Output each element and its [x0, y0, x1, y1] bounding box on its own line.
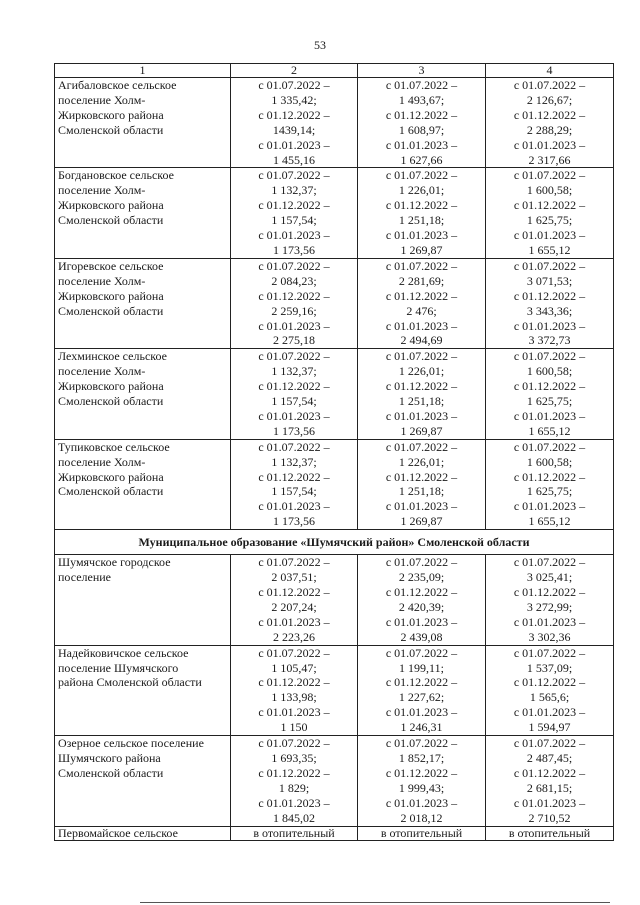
- settlement-name-cell-line: Агибаловское сельское: [58, 78, 177, 92]
- tariff-cell-col2-line: с 01.12.2022 –: [258, 585, 330, 599]
- tariff-cell-col2-line: 2 084,23;: [271, 273, 317, 288]
- table-row: [55, 826, 614, 840]
- column-number-row: [55, 64, 614, 78]
- settlement-name-cell-line: Смоленской области: [58, 122, 164, 137]
- tariff-cell-col2-line: 1439,14;: [272, 122, 316, 137]
- settlement-name-cell-line: поселение Холм-: [58, 364, 146, 379]
- table-row: [55, 168, 614, 258]
- tariff-cell-col4-line: с 01.01.2023 –: [513, 408, 586, 423]
- tariff-cell-col2-line: с 01.01.2023 –: [258, 499, 330, 514]
- tariff-cell-col3-line: с 01.12.2022 –: [385, 379, 458, 394]
- tariff-cell-col2-line: 1 105,47;: [271, 660, 317, 675]
- tariff-cell-col2-line: с 01.01.2023 –: [258, 705, 330, 720]
- settlement-name-cell-line: Смоленской области: [58, 484, 164, 499]
- tariff-cell-col4-line: с 01.12.2022 –: [513, 198, 586, 213]
- tariff-cell-col4-line: 1 655,12: [528, 514, 571, 529]
- tariff-cell-col2-line: 2 275,18: [273, 333, 315, 348]
- table-row: [55, 349, 614, 439]
- tariff-cell-col3-line: 1 251,18;: [398, 484, 445, 499]
- tariff-cell-col3-line: с 01.12.2022 –: [385, 288, 458, 303]
- tariff-cell-col2-line: с 01.07.2022 –: [258, 78, 330, 92]
- tariff-table: [54, 63, 614, 841]
- settlement-name-cell-line: Богдановское сельское: [58, 168, 174, 183]
- tariff-cell-col2-line: 1 157,54;: [271, 213, 317, 228]
- tariff-cell-col4-line: с 01.01.2023 –: [513, 795, 586, 810]
- tariff-cell-col4-line: 1 565,6;: [529, 690, 570, 705]
- tariff-cell-col3: [358, 736, 486, 826]
- settlement-name-cell-line: поселение Холм-: [58, 454, 146, 469]
- tariff-cell-col4-line: 1 594,97: [528, 720, 571, 735]
- tariff-cell-col2-line: с 01.07.2022 –: [258, 258, 330, 273]
- tariff-cell-col4-line: с 01.07.2022 –: [513, 258, 586, 273]
- tariff-cell-col3: [358, 349, 486, 439]
- tariff-cell-col4-line: с 01.12.2022 –: [513, 107, 586, 122]
- tariff-cell-col3-line: с 01.12.2022 –: [385, 469, 458, 484]
- tariff-cell-col3-line: с 01.01.2023 –: [385, 318, 458, 333]
- tariff-cell-col3-line: 1 246,31: [400, 720, 443, 735]
- tariff-cell-col2-line: 2 037,51;: [271, 570, 317, 585]
- tariff-cell-col4-line: 1 655,12: [528, 242, 571, 257]
- tariff-cell-col2-line: 1 335,42;: [271, 92, 317, 107]
- tariff-cell-col2: [231, 555, 358, 645]
- tariff-cell-col2-line: 1 693,35;: [271, 750, 317, 765]
- tariff-cell-col3-line: 1 226,01;: [398, 454, 445, 469]
- settlement-name-cell: [55, 168, 231, 258]
- tariff-cell-col3-line: 1 269,87: [400, 514, 443, 529]
- tariff-cell-col2-line: с 01.01.2023 –: [258, 228, 330, 243]
- tariff-cell-col2-line: 1 455,16: [273, 152, 315, 167]
- tariff-cell-col4-line: 3 025,41;: [526, 570, 573, 585]
- tariff-cell-col2-line: 1 173,56: [273, 514, 315, 529]
- settlement-name-cell-line: поселение: [58, 570, 112, 585]
- tariff-cell-col4-line: 1 625,75;: [526, 484, 573, 499]
- tariff-cell-col4-line: 3 372,73: [528, 333, 571, 348]
- settlement-name-cell: [55, 439, 231, 529]
- tariff-cell-col4-line: 1 655,12: [528, 423, 571, 438]
- tariff-cell-col4: [486, 258, 614, 348]
- tariff-cell-col3: [358, 78, 486, 168]
- tariff-cell-col3-line: с 01.01.2023 –: [385, 408, 458, 423]
- settlement-name-cell: [55, 555, 231, 645]
- tariff-cell-col4-line: с 01.07.2022 –: [513, 439, 586, 454]
- tariff-cell-col4-line: 1 600,58;: [526, 183, 573, 198]
- tariff-cell-col3-line: с 01.12.2022 –: [385, 198, 458, 213]
- settlement-name-cell-line: Шумячское городское: [58, 555, 171, 570]
- bottom-rule: [140, 902, 610, 903]
- settlement-name-cell-line: Лехминское сельское: [58, 349, 167, 364]
- settlement-name-cell-line: поселение Холм-: [58, 183, 146, 198]
- tariff-cell-col4-line: 1 625,75;: [526, 213, 573, 228]
- tariff-cell-col3-line: с 01.01.2023 –: [385, 614, 458, 629]
- tariff-cell-col3-line: с 01.01.2023 –: [385, 795, 458, 810]
- tariff-cell-col3-line: с 01.07.2022 –: [385, 349, 458, 364]
- tariff-cell-col4-line: с 01.07.2022 –: [513, 555, 586, 570]
- tariff-cell-col3-line: с 01.12.2022 –: [385, 585, 458, 599]
- settlement-name-cell-line: Жирковского района: [58, 469, 164, 484]
- tariff-cell-col4: [486, 555, 614, 645]
- tariff-cell-col3-line: с 01.01.2023 –: [385, 228, 458, 243]
- tariff-cell-col2: [231, 258, 358, 348]
- tariff-cell-col4-line: с 01.12.2022 –: [513, 379, 586, 394]
- table-row: [55, 555, 614, 645]
- tariff-cell-col2-line: 2 259,16;: [271, 303, 317, 318]
- tariff-cell-col3-line: 1 226,01;: [398, 183, 445, 198]
- tariff-cell-col3: [358, 258, 486, 348]
- tariff-cell-col3-line: с 01.07.2022 –: [385, 78, 458, 92]
- settlement-name-cell: [55, 349, 231, 439]
- settlement-name-cell-line: Тупиковское сельское: [58, 439, 170, 454]
- tariff-cell-col3-line: 2 476;: [406, 303, 437, 318]
- tariff-cell-col4-line: с 01.07.2022 –: [513, 736, 586, 751]
- tariff-cell-col3: [358, 439, 486, 529]
- settlement-name-cell: [55, 736, 231, 826]
- tariff-cell-col3-line: с 01.07.2022 –: [385, 258, 458, 273]
- table-row: [55, 439, 614, 529]
- tariff-cell-col4-line: 1 625,75;: [526, 394, 573, 409]
- tariff-cell-col4-line: 1 600,58;: [526, 364, 573, 379]
- tariff-cell-col3: [358, 555, 486, 645]
- tariff-cell-col2: [231, 349, 358, 439]
- tariff-cell-col4-line: с 01.07.2022 –: [513, 645, 586, 660]
- settlement-name-cell-line: Смоленской области: [58, 394, 164, 409]
- tariff-cell-col3: в отопительный: [358, 826, 486, 840]
- tariff-cell-col3-line: 2 439,08: [400, 629, 443, 644]
- table-row: [55, 258, 614, 348]
- settlement-name-cell-line: Жирковского района: [58, 288, 164, 303]
- tariff-cell-col3-line: 1 199,11;: [399, 660, 444, 675]
- tariff-cell-col3-line: с 01.01.2023 –: [385, 499, 458, 514]
- tariff-cell-col3-line: с 01.07.2022 –: [385, 168, 458, 183]
- table-row: [55, 736, 614, 826]
- tariff-cell-col2-line: 1 132,37;: [271, 183, 317, 198]
- tariff-cell-col2-line: с 01.12.2022 –: [258, 675, 330, 690]
- tariff-cell-col3-line: 2 235,09;: [398, 570, 445, 585]
- tariff-cell-col2: [231, 439, 358, 529]
- tariff-cell-col3: [358, 645, 486, 735]
- tariff-cell-col4-line: 1 600,58;: [526, 454, 573, 469]
- tariff-cell-col3-line: 1 852,17;: [398, 750, 445, 765]
- tariff-cell-col2-line: 1 829;: [278, 780, 310, 795]
- tariff-cell-col3-line: с 01.01.2023 –: [385, 137, 458, 152]
- settlement-name-cell-line: Жирковского района: [58, 107, 164, 122]
- tariff-cell-col2-line: с 01.07.2022 –: [258, 555, 330, 570]
- tariff-cell-col2: [231, 168, 358, 258]
- tariff-cell-col4: [486, 645, 614, 735]
- settlement-name-cell-line: Смоленской области: [58, 303, 164, 318]
- tariff-cell-col4-line: с 01.12.2022 –: [513, 585, 586, 599]
- settlement-name-cell-line: Жирковского района: [58, 379, 164, 394]
- tariff-cell-col3-line: 2 494,69: [400, 333, 443, 348]
- tariff-cell-col4: [486, 349, 614, 439]
- tariff-cell-col2-line: с 01.01.2023 –: [258, 795, 330, 810]
- tariff-cell-col3-line: с 01.12.2022 –: [385, 675, 458, 690]
- tariff-cell-col3-line: с 01.07.2022 –: [385, 439, 458, 454]
- tariff-cell-col3-line: 1 269,87: [400, 242, 443, 257]
- tariff-cell-col4-line: 3 272,99;: [526, 599, 573, 614]
- tariff-cell-col4-line: 2 126,67;: [526, 92, 573, 107]
- table-row: [55, 78, 614, 168]
- column-number-3: 3: [358, 64, 486, 78]
- tariff-cell-col3-line: с 01.07.2022 –: [385, 736, 458, 751]
- tariff-cell-col4-line: с 01.01.2023 –: [513, 614, 586, 629]
- tariff-cell-col4-line: 3 071,53;: [526, 273, 573, 288]
- tariff-cell-col4-line: 3 343,36;: [526, 303, 573, 318]
- tariff-cell-col2-line: 1 173,56: [273, 423, 315, 438]
- tariff-cell-col4-line: с 01.01.2023 –: [513, 228, 586, 243]
- tariff-cell-col2-line: 2 223,26: [273, 629, 315, 644]
- tariff-cell-col3-line: с 01.12.2022 –: [385, 107, 458, 122]
- tariff-cell-col4-line: 2 710,52: [528, 810, 571, 825]
- tariff-cell-col2-line: с 01.12.2022 –: [258, 765, 330, 780]
- page-number: 53: [314, 38, 326, 52]
- tariff-cell-col3-line: 2 281,69;: [398, 273, 445, 288]
- tariff-cell-col2-line: с 01.01.2023 –: [258, 137, 330, 152]
- tariff-cell-col3-line: 1 608,97;: [398, 122, 445, 137]
- tariff-cell-col4-line: с 01.12.2022 –: [513, 675, 586, 690]
- settlement-name-cell-line: поселение Холм-: [58, 273, 146, 288]
- tariff-cell-col3-line: 1 251,18;: [398, 394, 445, 409]
- tariff-cell-col4-line: с 01.12.2022 –: [513, 469, 586, 484]
- settlement-name-cell-line: Шумячского района: [58, 750, 161, 765]
- tariff-cell-col4-line: 2 317,66: [528, 152, 571, 167]
- tariff-cell-col3-line: с 01.07.2022 –: [385, 555, 458, 570]
- tariff-cell-col2-line: 1 132,37;: [271, 454, 317, 469]
- tariff-cell-col4: [486, 168, 614, 258]
- tariff-cell-col4: [486, 78, 614, 168]
- tariff-cell-col2-line: 1 132,37;: [271, 364, 317, 379]
- tariff-table-body: [55, 64, 614, 841]
- tariff-cell-col3-line: 1 493,67;: [398, 92, 445, 107]
- settlement-name-cell-line: района Смоленской области: [58, 675, 202, 690]
- tariff-cell-col2-line: 1 845,02: [273, 810, 315, 825]
- tariff-cell-col2-line: с 01.07.2022 –: [258, 736, 330, 751]
- section-row: [55, 530, 614, 555]
- tariff-cell-col4-line: 2 487,45;: [526, 750, 573, 765]
- column-number-2: 2: [231, 64, 358, 78]
- tariff-cell-col4-line: с 01.01.2023 –: [513, 499, 586, 514]
- tariff-cell-col4-line: с 01.12.2022 –: [513, 288, 586, 303]
- tariff-cell-col4-line: с 01.12.2022 –: [513, 765, 586, 780]
- tariff-cell-col4-line: 1 537,09;: [526, 660, 573, 675]
- settlement-name-cell-line: поселение Холм-: [58, 92, 146, 107]
- tariff-cell-col4-line: с 01.01.2023 –: [513, 705, 586, 720]
- settlement-name-cell-line: Надейковичское сельское: [58, 645, 189, 660]
- settlement-name-cell: Первомайское сельское: [55, 826, 231, 840]
- tariff-cell-col4-line: 3 302,36: [528, 629, 571, 644]
- tariff-cell-col2-line: с 01.01.2023 –: [258, 614, 330, 629]
- tariff-cell-col2-line: с 01.12.2022 –: [258, 469, 330, 484]
- settlement-name-cell-line: Озерное сельское поселение: [58, 736, 204, 751]
- tariff-cell-col2-line: с 01.07.2022 –: [258, 439, 330, 454]
- tariff-cell-col3-line: 2 018,12: [400, 810, 443, 825]
- tariff-cell-col2-line: с 01.01.2023 –: [258, 318, 330, 333]
- tariff-cell-col2-line: с 01.12.2022 –: [258, 198, 330, 213]
- tariff-cell-col3-line: с 01.12.2022 –: [385, 765, 458, 780]
- column-number-1: 1: [55, 64, 231, 78]
- table-row: [55, 645, 614, 735]
- tariff-cell-col3-line: 1 627,66: [400, 152, 443, 167]
- tariff-cell-col4-line: 2 681,15;: [526, 780, 573, 795]
- tariff-cell-col4-line: с 01.01.2023 –: [513, 137, 586, 152]
- tariff-cell-col3-line: 1 999,43;: [398, 780, 445, 795]
- settlement-name-cell: [55, 78, 231, 168]
- settlement-name-cell: [55, 645, 231, 735]
- tariff-cell-col3-line: 2 420,39;: [398, 599, 445, 614]
- tariff-cell-col4-line: с 01.07.2022 –: [513, 349, 586, 364]
- tariff-cell-col4-line: с 01.01.2023 –: [513, 318, 586, 333]
- tariff-cell-col2-line: 1 173,56: [273, 242, 315, 257]
- tariff-cell-col3-line: 1 227,62;: [398, 690, 445, 705]
- tariff-cell-col3-line: с 01.07.2022 –: [385, 645, 458, 660]
- tariff-cell-col3-line: 1 251,18;: [398, 213, 445, 228]
- tariff-cell-col3-line: 1 226,01;: [398, 364, 445, 379]
- tariff-cell-col2-line: с 01.07.2022 –: [258, 645, 330, 660]
- section-title: Муниципальное образование «Шумячский район» Смоленской области: [55, 530, 614, 555]
- tariff-cell-col3: [358, 168, 486, 258]
- column-number-4: 4: [486, 64, 614, 78]
- tariff-cell-col3-line: 1 269,87: [400, 423, 443, 438]
- tariff-cell-col4: в отопительный: [486, 826, 614, 840]
- tariff-cell-col4: [486, 736, 614, 826]
- tariff-cell-col2: в отопительный: [231, 826, 358, 840]
- settlement-name-cell-line: Жирковского района: [58, 198, 164, 213]
- settlement-name-cell: [55, 258, 231, 348]
- tariff-cell-col2-line: с 01.01.2023 –: [258, 408, 330, 423]
- tariff-cell-col4: [486, 439, 614, 529]
- tariff-cell-col2: [231, 736, 358, 826]
- settlement-name-cell-line: Смоленской области: [58, 765, 164, 780]
- tariff-cell-col2: [231, 645, 358, 735]
- tariff-cell-col2-line: с 01.07.2022 –: [258, 168, 330, 183]
- tariff-cell-col4-line: с 01.07.2022 –: [513, 168, 586, 183]
- tariff-cell-col2-line: 1 150: [280, 720, 308, 735]
- settlement-name-cell-line: Смоленской области: [58, 213, 164, 228]
- tariff-cell-col2: [231, 78, 358, 168]
- tariff-cell-col3-line: с 01.01.2023 –: [385, 705, 458, 720]
- tariff-cell-col2-line: с 01.12.2022 –: [258, 288, 330, 303]
- tariff-cell-col2-line: 1 157,54;: [271, 394, 317, 409]
- tariff-cell-col2-line: с 01.12.2022 –: [258, 379, 330, 394]
- tariff-cell-col2-line: 1 133,98;: [271, 690, 317, 705]
- tariff-cell-col4-line: с 01.07.2022 –: [513, 78, 586, 92]
- settlement-name-cell-line: Игоревское сельское: [58, 258, 164, 273]
- tariff-cell-col2-line: с 01.12.2022 –: [258, 107, 330, 122]
- tariff-cell-col2-line: с 01.07.2022 –: [258, 349, 330, 364]
- tariff-cell-col2-line: 1 157,54;: [271, 484, 317, 499]
- settlement-name-cell-line: поселение Шумячского: [58, 660, 179, 675]
- tariff-cell-col2-line: 2 207,24;: [271, 599, 317, 614]
- tariff-cell-col4-line: 2 288,29;: [526, 122, 573, 137]
